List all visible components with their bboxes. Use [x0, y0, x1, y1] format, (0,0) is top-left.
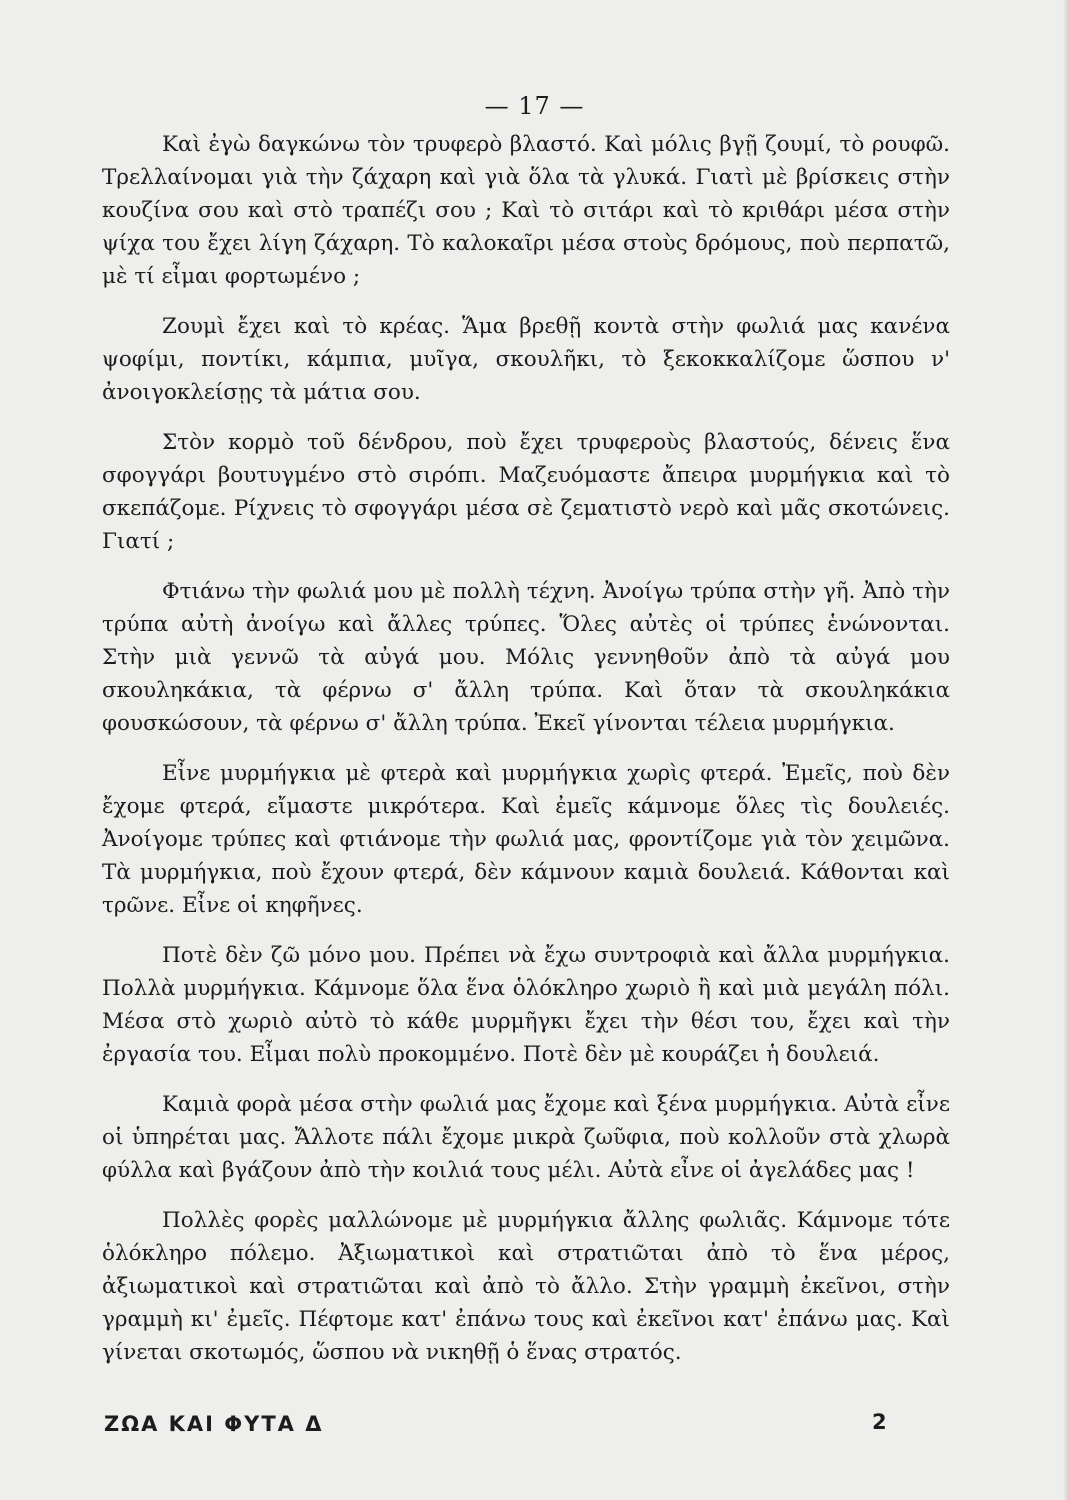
body-text	[102, 128, 950, 1369]
page-number: — 17 —	[484, 92, 585, 120]
paragraph-7: Καμιὰ φορὰ μέσα στὴν φωλιά μας ἔχομε καὶ ξένα μυρμήγκια. Αὐτὰ εἶνε οἱ ὑπηρέται μας. Ἄλλοτε πάλι ἔχομε μικρὰ ζωῦφια, ποὺ κολλοῦν στὰ χλωρὰ φύλλα καὶ βγάζουν ἀπὸ τὴν κοιλιά τους μέλι. Αὐτὰ εἶνε οἱ ἀγελάδες μας !	[102, 1092, 950, 1183]
paragraph-1: Καὶ ἐγὼ δαγκώνω τὸν τρυφερὸ βλαστό. Καὶ μόλις βγῇ ζουμί, τὸ ρουφῶ. Τρελλαίνομαι γιὰ τὴν ζάχαρη καὶ γιὰ ὅλα τὰ γλυκά. Γιατὶ μὲ βρίσκεις στὴν κουζίνα σου καὶ στὸ τραπέζι σου ; Καὶ τὸ σιτάρι καὶ τὸ κριθάρι μέσα στὴν ψίχα του ἔχει λίγη ζάχαρη. Τὸ καλοκαῖρι μέσα στοὺς δρόμους, ποὺ περπατῶ, μὲ τί εἶμαι φορτωμένο ;	[102, 132, 950, 289]
paragraph-6: Ποτὲ δὲν ζῶ μόνο μου. Πρέπει νὰ ἔχω συντροφιὰ καὶ ἄλλα μυρμήγκια. Πολλὰ μυρμήγκια. Κάμνομε ὅλα ἕνα ὁλόκληρο χωριὸ ἢ καὶ μιὰ μεγάλη πόλι. Μέσα στὸ χωριὸ αὐτὸ τὸ κάθε μυρμῆγκι ἔχει τὴν θέσι του, ἔχει καὶ τὴν ἐργασία του. Εἶμαι πολὺ προκομμένο. Ποτὲ δὲν μὲ κουράζει ἡ δουλειά.	[102, 943, 950, 1067]
footer-book-title: ΖΩΑ ΚΑΙ ΦΥΤΑ Δ	[104, 1412, 324, 1436]
page-edge-shadow	[1063, 0, 1069, 1500]
paragraph-5: Εἶνε μυρμήγκια μὲ φτερὰ καὶ μυρμήγκια χωρὶς φτερά. Ἐμεῖς, ποὺ δὲν ἔχομε φτερά, εἴμαστε μικρότερα. Καὶ ἐμεῖς κάμνομε ὅλες τὶς δουλειές. Ἀνοίγομε τρύπες καὶ φτιάνομε τὴν φωλιά μας, φροντίζομε γιὰ τὸν χειμῶνα. Τὰ μυρμήγκια, ποὺ ἔχουν φτερά, δὲν κάμνουν καμιὰ δουλειά. Κάθονται καὶ τρῶνε. Εἶνε οἱ κηφῆνες.	[102, 761, 950, 918]
footer-signature-number: 2	[872, 1410, 887, 1434]
paragraph-4: Φτιάνω τὴν φωλιά μου μὲ πολλὴ τέχνη. Ἀνοίγω τρύπα στὴν γῆ. Ἀπὸ τὴν τρύπα αὐτὴ ἀνοίγω καὶ ἄλλες τρύπες. Ὅλες αὐτὲς οἱ τρύπες ἑνώνονται. Στὴν μιὰ γεννῶ τὰ αὐγά μου. Μόλις γεννηθοῦν ἀπὸ τὰ αὐγά μου σκουληκάκια, τὰ φέρνω σ' ἄλλη τρύπα. Καὶ ὅταν τὰ σκουληκάκια φουσκώσουν, τὰ φέρνω σ' ἄλλη τρύπα. Ἐκεῖ γίνονται τέλεια μυρμήγκια.	[102, 579, 950, 736]
paragraph-8: Πολλὲς φορὲς μαλλώνομε μὲ μυρμήγκια ἄλλης φωλιᾶς. Κάμνομε τότε ὁλόκληρο πόλεμο. Ἀξιωματικοὶ καὶ στρατιῶται ἀπὸ τὸ ἕνα μέρος, ἀξιωματικοὶ καὶ στρατιῶται καὶ ἀπὸ τὸ ἄλλο. Στὴν γραμμὴ ἐκεῖνοι, στὴν γραμμὴ κι' ἐμεῖς. Πέφτομε κατ' ἐπάνω τους καὶ ἐκεῖνοι κατ' ἐπάνω μας. Καὶ γίνεται σκοτωμός, ὥσπου νὰ νικηθῇ ὁ ἕνας στρατός.	[102, 1208, 950, 1365]
paragraph-3: Στὸν κορμὸ τοῦ δένδρου, ποὺ ἔχει τρυφεροὺς βλαστούς, δένεις ἕνα σφογγάρι βουτυγμένο στὸ σιρόπι. Μαζευόμαστε ἄπειρα μυρμήγκια καὶ τὸ σκεπάζομε. Ρίχνεις τὸ σφογγάρι μέσα σὲ ζεματιστὸ νερὸ καὶ μᾶς σκοτώνεις. Γιατί ;	[102, 430, 950, 554]
paragraph-2: Ζουμὶ ἔχει καὶ τὸ κρέας. Ἅμα βρεθῇ κοντὰ στὴν φωλιά μας κανένα ψοφίμι, ποντίκι, κάμπια, μυῖγα, σκουλῆκι, τὸ ξεκοκκαλίζομε ὥσπου ν' ἀνοιγοκλείσῃς τὰ μάτια σου.	[102, 314, 950, 405]
